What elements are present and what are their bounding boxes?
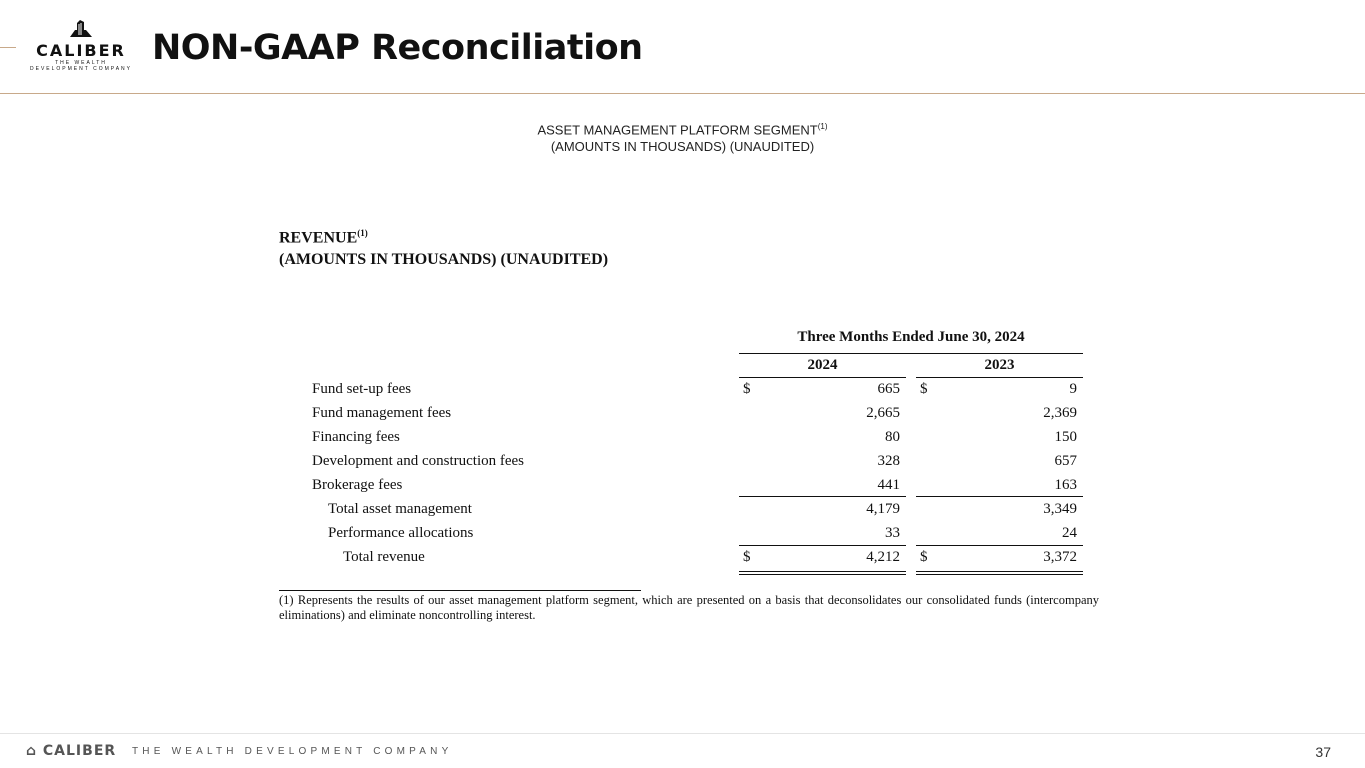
table-row <box>0 453 1365 473</box>
page-title: NON-GAAP Reconciliation <box>152 28 643 68</box>
table-row <box>0 405 1365 425</box>
rule-line <box>916 574 1083 575</box>
value-2024: 33 <box>885 525 900 541</box>
header-divider <box>0 93 1365 94</box>
header-accent <box>0 47 16 48</box>
value-2023: 163 <box>1054 477 1077 493</box>
rule-line <box>916 496 1083 497</box>
caliber-logo: CALIBER THE WEALTH DEVELOPMENT COMPANY <box>24 20 138 72</box>
currency: $ <box>743 549 751 565</box>
footer-divider <box>0 733 1365 734</box>
currency: $ <box>920 549 928 565</box>
building-icon <box>68 20 94 38</box>
value-2023: 3,372 <box>1043 549 1077 565</box>
footer-tagline: THE WEALTH DEVELOPMENT COMPANY <box>132 746 453 757</box>
rule-line <box>739 496 906 497</box>
value-2023: 24 <box>1062 525 1077 541</box>
value-2024: 2,665 <box>866 405 900 421</box>
currency: $ <box>743 381 751 397</box>
value-2024: 328 <box>877 453 900 469</box>
period-header: Three Months Ended June 30, 2024 <box>797 329 1025 345</box>
table-heading: REVENUE$^{(1)}$ (AMOUNTS IN THOUSANDS) (UNAUDITED) <box>279 228 609 269</box>
value-2023: 2,369 <box>1043 405 1077 421</box>
row-label: Total revenue <box>343 549 425 565</box>
value-2024: 4,179 <box>866 501 900 517</box>
rule-line <box>916 571 1083 572</box>
value-2024: 4,212 <box>866 549 900 565</box>
footnote: (1) Represents the results of our asset management platform segment, which are presented on a basis that deconsolidates our consolidated funds (intercompany eliminations) and eliminate noncontrolling interest. <box>279 593 1099 623</box>
value-2024: 665 <box>877 381 900 397</box>
value-2024: 441 <box>877 477 900 493</box>
table-row <box>0 381 1365 401</box>
value-2023: 3,349 <box>1043 501 1077 517</box>
table-row <box>0 549 1365 569</box>
page-number: 37 <box>1315 744 1331 760</box>
row-label: Fund management fees <box>312 405 452 421</box>
footer-logo: ⌂ CALIBER <box>26 743 117 759</box>
row-label: Performance allocations <box>328 525 474 541</box>
row-label: Brokerage fees <box>312 477 403 493</box>
rule-line <box>739 545 906 546</box>
table-row <box>0 525 1365 545</box>
row-label: Fund set-up fees <box>312 381 412 397</box>
table-row <box>0 501 1365 521</box>
table-row <box>0 477 1365 497</box>
year-header: 2024 <box>807 357 838 373</box>
value-2024: 80 <box>885 429 900 445</box>
row-label: Development and construction fees <box>312 453 525 469</box>
row-label: Financing fees <box>312 429 400 445</box>
rule-line <box>739 574 906 575</box>
building-icon: ⌂ <box>26 743 38 759</box>
row-label: Total asset management <box>328 501 472 517</box>
currency: $ <box>920 381 928 397</box>
table-row <box>0 429 1365 449</box>
value-2023: 657 <box>1054 453 1077 469</box>
rule-line <box>916 545 1083 546</box>
value-2023: 150 <box>1054 429 1077 445</box>
rule-line <box>739 571 906 572</box>
value-2023: 9 <box>1069 381 1077 397</box>
section-subtitle: ASSET MANAGEMENT PLATFORM SEGMENT$^{(1)}$ (AMOUNTS IN THOUSANDS) (UNAUDITED) <box>537 122 828 155</box>
year-header: 2023 <box>984 357 1015 373</box>
